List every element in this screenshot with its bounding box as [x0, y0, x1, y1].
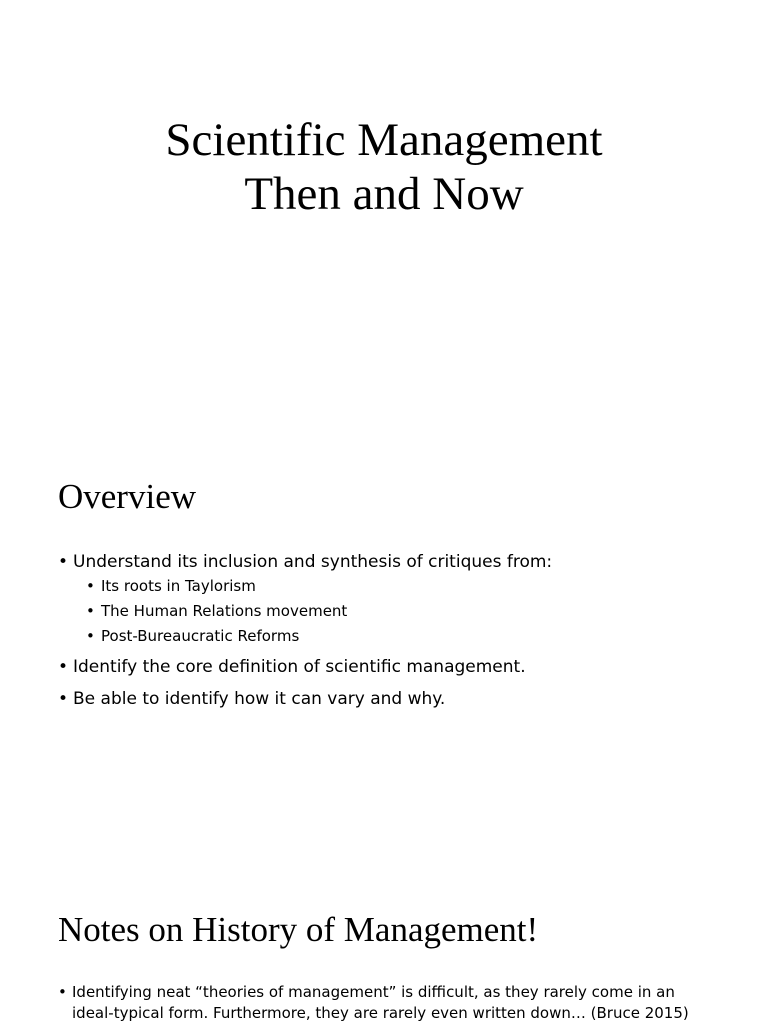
notes-bullet [58, 982, 718, 1024]
presentation-title [0, 113, 768, 221]
sub-bullet-list [86, 576, 748, 647]
bullet-icon: • [58, 657, 69, 677]
sub-bullet-text: Post-Bureaucratic Reforms [101, 627, 300, 645]
bullet-icon: • [86, 627, 95, 645]
sub-bullet [86, 626, 748, 647]
notes-slide [0, 864, 768, 1024]
bullet-icon: • [58, 983, 67, 1001]
notes-bullet-text: Identifying neat “theories of management” is difficult, as they rarely come in an ideal-typical form. Furthermore, they are rarely even written down… (Bruce 2015) [72, 983, 689, 1022]
bullet-text: Be able to identify how it can vary and why. [73, 689, 446, 709]
sub-bullet-text: Its roots in Taylorism [101, 577, 256, 595]
bullet-icon: • [86, 602, 95, 620]
sub-bullet [86, 576, 748, 597]
notes-bullet-list [58, 982, 718, 1024]
overview-bullet [58, 550, 748, 647]
sub-bullet-text: The Human Relations movement [101, 602, 348, 620]
bullet-icon: • [58, 552, 69, 572]
overview-heading: Overview [58, 477, 197, 516]
title-line-2: Then and Now [244, 168, 524, 220]
overview-bullet [58, 655, 748, 679]
title-line-1: Scientific Management [165, 114, 603, 166]
overview-slide [0, 432, 768, 864]
bullet-text: Understand its inclusion and synthesis of critiques from: [73, 552, 553, 572]
notes-heading: Notes on History of Management! [58, 910, 539, 949]
overview-bullet [58, 687, 748, 711]
sub-bullet [86, 601, 748, 622]
bullet-icon: • [86, 577, 95, 595]
bullet-text: Identify the core definition of scientific management. [73, 657, 526, 677]
overview-bullet-list [58, 550, 748, 719]
bullet-icon: • [58, 689, 69, 709]
title-slide [0, 0, 768, 432]
